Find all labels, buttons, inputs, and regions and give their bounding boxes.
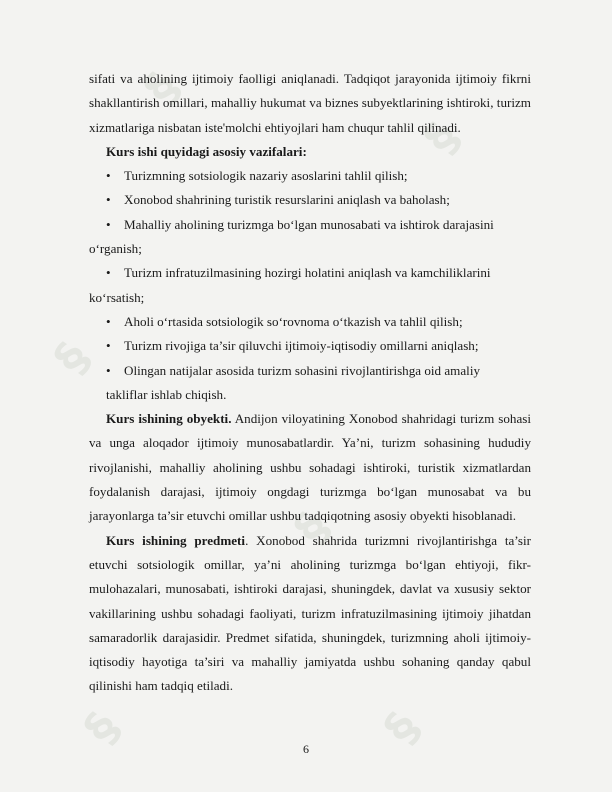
watermark-logo: §	[73, 701, 132, 753]
list-item: • Turizm rivojiga ta’sir qiluvchi ijtimoiy-iqtisodiy omillarni aniqlash;	[89, 334, 531, 358]
bullet-icon: •	[106, 216, 111, 232]
watermark-logo: §	[283, 501, 342, 553]
subject-paragraph	[89, 529, 531, 699]
bullet-icon: •	[106, 192, 111, 208]
object-term: Kurs ishining obyekti.	[106, 411, 232, 427]
list-item: • Aholi o‘rtasida sotsiologik so‘rovnoma o‘tkazish va tahlil qilish;	[89, 310, 531, 334]
tasks-list	[89, 164, 531, 383]
page-number: 6	[303, 742, 309, 756]
bullet-icon: •	[106, 338, 111, 354]
watermark-logo: §	[413, 111, 472, 163]
bullet-icon: •	[106, 313, 111, 329]
subject-term: Kurs ishining predmeti	[106, 532, 246, 548]
list-item: • Turizmning sotsiologik nazariy asoslarini tahlil qilish;	[89, 164, 531, 188]
subject-text: . Xonobod shahrida turizmni rivojlantirishga ta’sir etuvchi sotsiologik omillar, ya’ni aholining turizmga bo‘lgan ehtiyoji, fikr-mulohazalari, munosabati, ishtiroki darajasi, shuningdek, davlat va xususiy sektor vakillarining ushbu sohadagi faoliyati, turizm infratuzilmasining ijtimoiy jihatdan samaradorlik darajasidir. Predmet sifatida, shuningdek, turizmning aholi ijtimoiy-iqtisodiy hayotiga ta’siri va mahalliy jamiyatda ushbu sohaning qanday qabul qilinishi ham tadqiq etiladi.	[89, 532, 531, 694]
watermark-logo: §	[133, 61, 192, 113]
list-item: • Xonobod shahrining turistik resurslarini aniqlash va baholash;	[89, 188, 531, 212]
bullet-icon: •	[106, 362, 111, 378]
body-text	[89, 67, 531, 699]
list-item: • Olingan natijalar asosida turizm sohasini rivojlantirishga oid amaliy	[89, 359, 531, 383]
tasks-continuation: takliflar ishlab chiqish.	[106, 386, 227, 402]
watermark-logo: §	[373, 701, 432, 753]
object-paragraph	[89, 407, 531, 528]
intro-paragraph: sifati va aholining ijtimoiy faolligi aniqlanadi. Tadqiqot jarayonida ijtimoiy fikrni shakllantirish omillari, mahalliy hukumat va biznes subyektlarining ishtiroki, turizm xizmatlariga nisbatan iste'molchi ehtiyojlari ham chuqur tahlil qilinadi.	[89, 71, 531, 135]
tasks-heading: Kurs ishi quyidagi asosiy vazifalari:	[106, 143, 307, 159]
object-text: Andijon viloyatining Xonobod shahridagi turizm sohasi va unga aloqador ijtimoiy munosabatlardir. Ya’ni, turizm sohasining hududiy rivojlanishi, mahalliy aholining ushbu sohadagi ishtiroki, turistik xizmatlardan foydalanish darajasi, ijtimoiy ongdagi turizmga bo‘lgan munosabat va bu jarayonlarga ta’sir etuvchi omillar ushbu tadqiqotning asosiy obyekti hisoblanadi.	[89, 411, 531, 524]
bullet-icon: •	[106, 265, 111, 281]
bullet-icon: •	[106, 168, 111, 184]
list-item: • Mahalliy aholining turizmga bo‘lgan munosabati va ishtirok darajasini o‘rganish;	[89, 213, 531, 262]
watermark-logo: §	[43, 331, 102, 383]
list-item: • Turizm infratuzilmasining hozirgi holatini aniqlash va kamchiliklarini ko‘rsatish;	[89, 261, 531, 310]
